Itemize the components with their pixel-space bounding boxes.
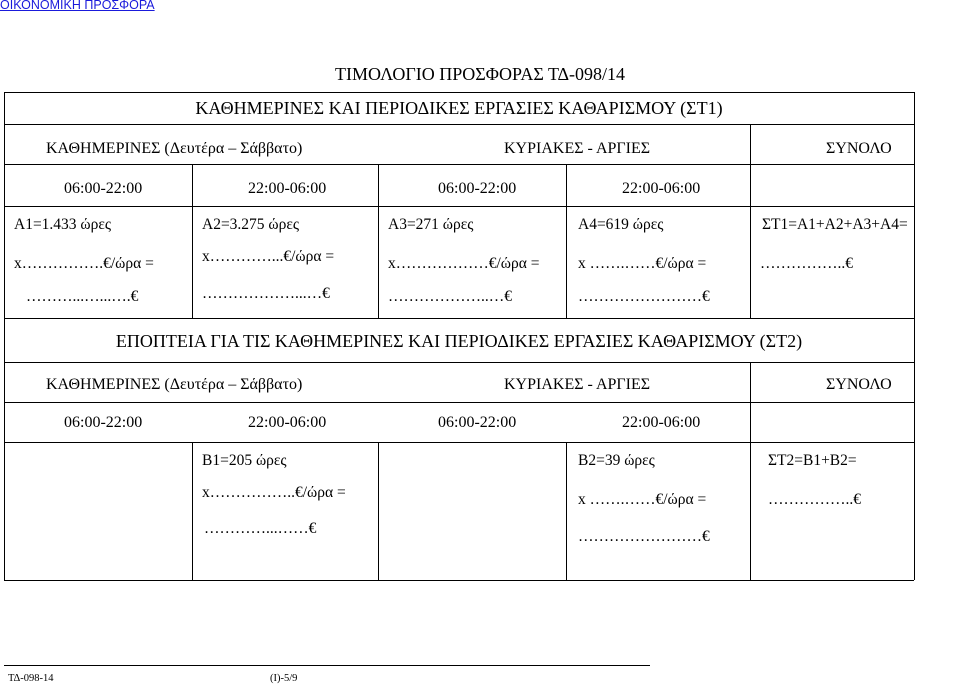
footer-document-code: ΤΔ-098-14 <box>8 673 54 684</box>
section2-col-weekdays: ΚΑΘΗΜΕΡΙΝΕΣ (Δευτέρα – Σάββατο) <box>46 376 303 393</box>
footer-rule <box>4 665 650 666</box>
section2-time-d: 22:00-06:00 <box>622 414 701 431</box>
section2-time-c: 06:00-22:00 <box>438 414 517 431</box>
section1-time-c: 06:00-22:00 <box>438 180 517 197</box>
section1-a3-hours: Α3=271 ώρες <box>388 216 474 233</box>
section1-amount-2[interactable]: ………………...…€ <box>202 285 330 302</box>
footer-page-number: (Ι)-5/9 <box>270 673 298 684</box>
section1-rate-4[interactable]: x …….……€/ώρα = <box>578 255 707 272</box>
section2-time-b: 22:00-06:00 <box>248 414 327 431</box>
section1-rate-2[interactable]: x…………...€/ώρα = <box>202 248 335 265</box>
section1-a1-hours: Α1=1.433 ώρες <box>14 216 112 233</box>
section1-amount-3[interactable]: ………………..…€ <box>388 288 512 305</box>
section2-rate-b2[interactable]: x …….……€/ώρα = <box>578 491 707 508</box>
document-header-link[interactable]: ΟΙΚΟΝΟΜΙΚΗ ΠΡΟΣΦΟΡΑ <box>0 0 155 12</box>
section1-amount-1[interactable]: ………...…...….€ <box>26 288 139 305</box>
document-title: ΤΙΜΟΛΟΓΙΟ ΠΡΟΣΦΟΡΑΣ ΤΔ-098/14 <box>334 64 626 84</box>
section2-col-sundays: ΚΥΡΙΑΚΕΣ - ΑΡΓΙΕΣ <box>504 376 651 393</box>
section1-col-sundays: ΚΥΡΙΑΚΕΣ - ΑΡΓΙΕΣ <box>504 140 651 157</box>
section1-time-b: 22:00-06:00 <box>248 180 327 197</box>
section1-total-blank[interactable]: ……………..€ <box>760 255 853 272</box>
section2-b2-hours: Β2=39 ώρες <box>578 452 655 469</box>
section2-col-total: ΣΥΝΟΛΟ <box>826 376 892 393</box>
section2-amount-b2[interactable]: ……………………€ <box>578 528 710 545</box>
section2-b1-hours: Β1=205 ώρες <box>202 452 287 469</box>
section2-st2-formula: ΣΤ2=Β1+Β2= <box>768 452 857 469</box>
section2-amount-b1[interactable]: …………...……€ <box>204 520 317 537</box>
section1-col-total: ΣΥΝΟΛΟ <box>826 140 892 157</box>
section1-a4-hours: Α4=619 ώρες <box>578 216 664 233</box>
section1-time-a: 06:00-22:00 <box>64 180 143 197</box>
section1-time-d: 22:00-06:00 <box>622 180 701 197</box>
section1-st1-formula: ΣΤ1=Α1+Α2+Α3+Α4= <box>762 216 908 233</box>
section2-heading: ΕΠΟΠΤΕΙΑ ΓΙΑ ΤΙΣ ΚΑΘΗΜΕΡΙΝΕΣ ΚΑΙ ΠΕΡΙΟΔΙΚΕΣ ΕΡΓΑΣΙΕΣ ΚΑΘΑΡΙΣΜΟΥ (ΣΤ2) <box>115 331 803 351</box>
section1-rate-3[interactable]: x………………€/ώρα = <box>388 255 540 272</box>
section1-amount-4[interactable]: ……………………€ <box>578 288 710 305</box>
section2-time-a: 06:00-22:00 <box>64 414 143 431</box>
section1-col-weekdays: ΚΑΘΗΜΕΡΙΝΕΣ (Δευτέρα – Σάββατο) <box>46 140 303 157</box>
section1-heading: ΚΑΘΗΜΕΡΙΝΕΣ ΚΑΙ ΠΕΡΙΟΔΙΚΕΣ ΕΡΓΑΣΙΕΣ ΚΑΘΑΡΙΣΜΟΥ (ΣΤ1) <box>195 98 723 118</box>
section2-rate-b1[interactable]: x……………..€/ώρα = <box>202 484 346 501</box>
section1-rate-1[interactable]: x…………….€/ώρα = <box>14 255 154 272</box>
section2-total-blank[interactable]: ……………..€ <box>768 491 861 508</box>
section1-a2-hours: Α2=3.275 ώρες <box>202 216 300 233</box>
